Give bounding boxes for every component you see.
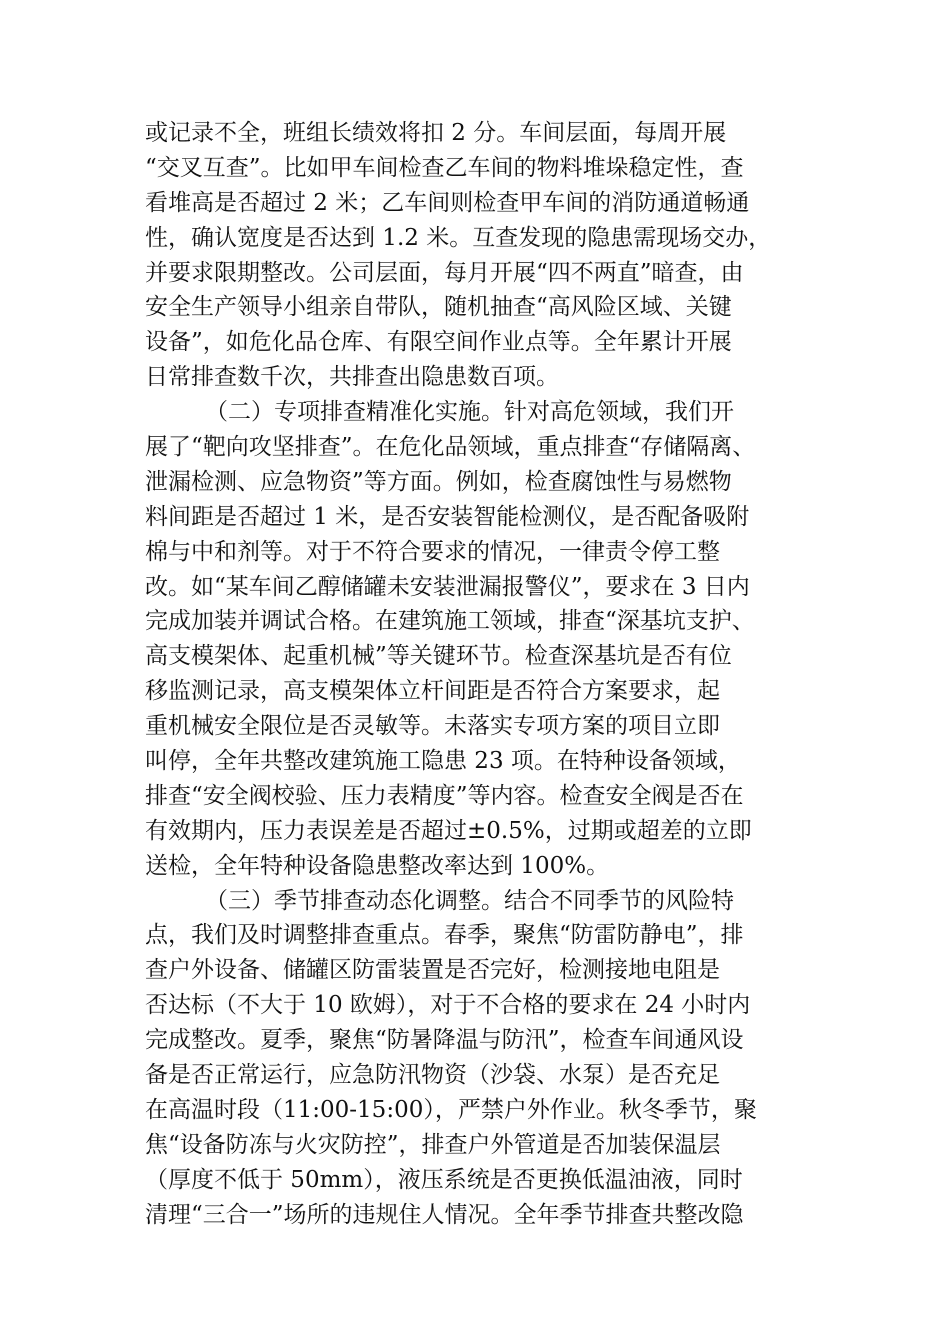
body-text bbox=[145, 116, 835, 1233]
text-line: 完成整改。夏季，聚焦“防暑降温与防汛”，检查车间通风设 bbox=[145, 1027, 744, 1054]
text-line: 完成加装并调试合格。在建筑施工领域，排查“深基坑支护、 bbox=[145, 608, 755, 635]
text-line: 并要求限期整改。公司层面，每月开展“四不两直”暗查，由 bbox=[145, 259, 744, 286]
text-line: 重机械安全限位是否灵敏等。未落实专项方案的项目立即 bbox=[145, 713, 720, 740]
text-line: “交叉互查”。比如甲车间检查乙车间的物料堆垛稳定性，查 bbox=[145, 154, 744, 181]
text-line: 叫停，全年共整改建筑施工隐患 23 项。在特种设备领域， bbox=[145, 748, 741, 775]
text-line: 否达标（不大于 10 欧姆），对于不合格的要求在 24 小时内 bbox=[145, 992, 751, 1019]
text-line: 点，我们及时调整排查重点。春季，聚焦“防雷防静电”，排 bbox=[145, 922, 744, 949]
text-line: 排查“安全阀校验、压力表精度”等内容。检查安全阀是否在 bbox=[145, 782, 744, 809]
text-line: 送检，全年特种设备隐患整改率达到 100%。 bbox=[145, 852, 610, 879]
text-line: 日常排查数千次，共排查出隐患数百项。 bbox=[145, 364, 559, 391]
text-line: 移监测记录，高支模架体立杆间距是否符合方案要求，起 bbox=[145, 678, 720, 705]
text-line: 设备”，如危化品仓库、有限空间作业点等。全年累计开展 bbox=[145, 329, 732, 356]
text-line: （厚度不低于 50mm），液压系统是否更换低温油液，同时 bbox=[145, 1166, 743, 1193]
paragraph-start-line: （三）季节排查动态化调整。结合不同季节的风险特 bbox=[205, 887, 734, 914]
text-line: 棉与中和剂等。对于不符合要求的情况，一律责令停工整 bbox=[145, 538, 720, 565]
text-line: 查户外设备、储罐区防雷装置是否完好，检测接地电阻是 bbox=[145, 957, 720, 984]
text-line: 清理“三合一”场所的违规住人情况。全年季节排查共整改隐 bbox=[145, 1201, 744, 1228]
text-line: 料间距是否超过 1 米，是否安装智能检测仪，是否配备吸附 bbox=[145, 503, 750, 530]
text-line: 泄漏检测、应急物资”等方面。例如，检查腐蚀性与易燃物 bbox=[145, 468, 732, 495]
text-line: 展了“靶向攻坚排查”。在危化品领域，重点排查“存储隔离、 bbox=[145, 434, 756, 461]
text-line: 有效期内，压力表误差是否超过±0.5%，过期或超差的立即 bbox=[145, 817, 752, 844]
text-line: 看堆高是否超过 2 米；乙车间则检查甲车间的消防通道畅通 bbox=[145, 189, 750, 216]
text-line: 安全生产领导小组亲自带队，随机抽查“高风险区域、关键 bbox=[145, 294, 732, 321]
text-line: 或记录不全，班组长绩效将扣 2 分。车间层面，每周开展 bbox=[145, 120, 727, 146]
paragraph-start-line: （二）专项排查精准化实施。针对高危领域，我们开 bbox=[205, 399, 734, 426]
text-line: 改。如“某车间乙醇储罐未安装泄漏报警仪”，要求在 3 日内 bbox=[145, 573, 750, 600]
text-line: 备是否正常运行，应急防汛物资（沙袋、水泵）是否充足 bbox=[145, 1062, 720, 1089]
text-line: 高支模架体、起重机械”等关键环节。检查深基坑是否有位 bbox=[145, 643, 732, 670]
text-line: 焦“设备防冻与火灾防控”，排查户外管道是否加装保温层 bbox=[145, 1131, 721, 1158]
text-line: 性，确认宽度是否达到 1.2 米。互查发现的隐患需现场交办， bbox=[145, 224, 772, 251]
text-line: 在高温时段（11:00-15:00），严禁户外作业。秋冬季节，聚 bbox=[145, 1096, 757, 1123]
